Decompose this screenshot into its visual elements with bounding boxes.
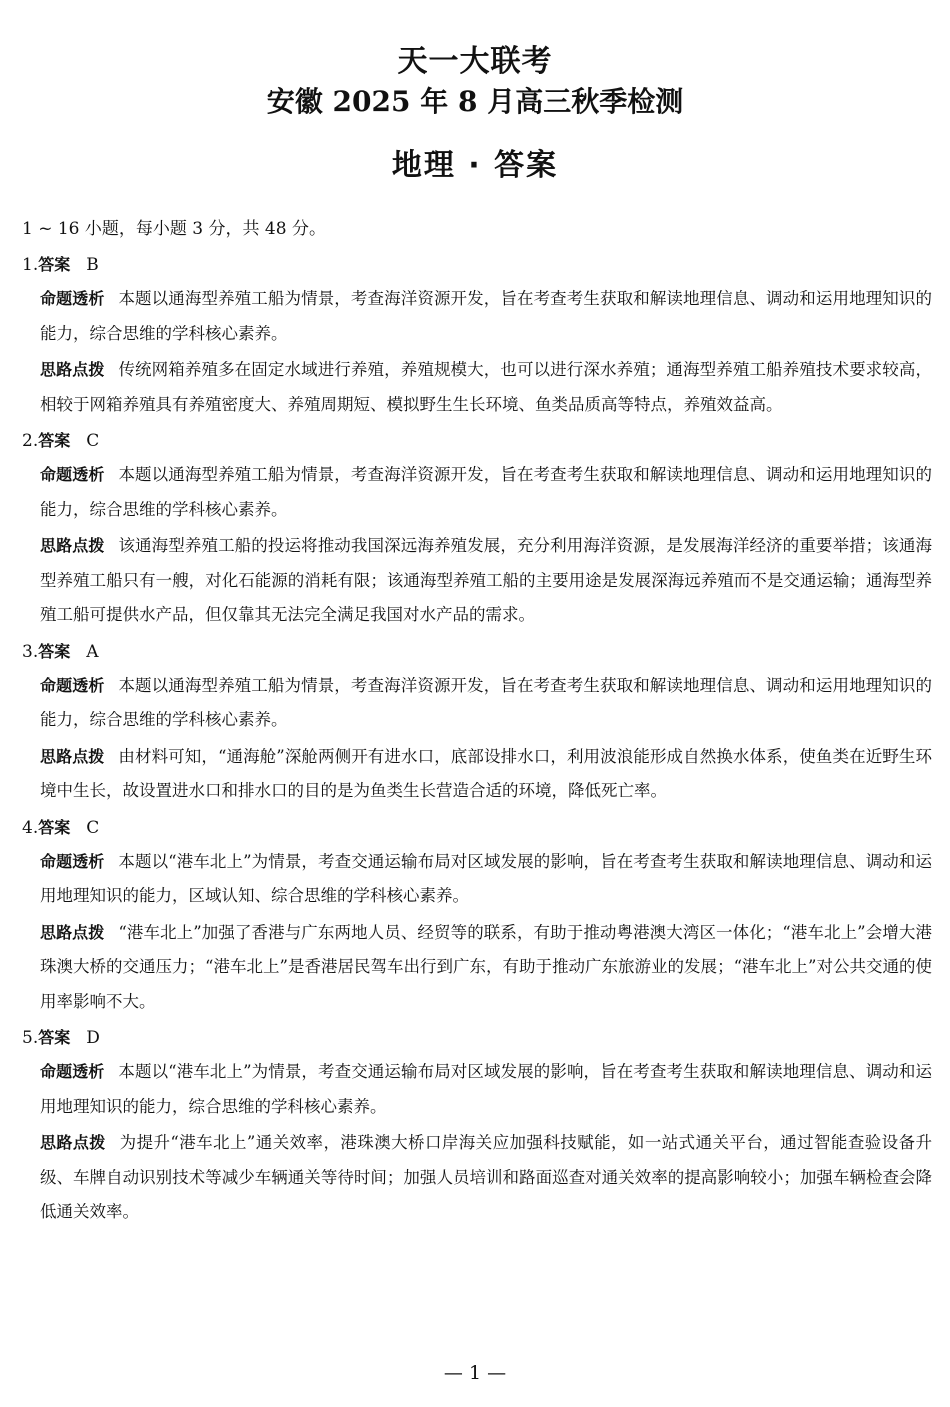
answer-label: 答案 [38, 1028, 71, 1047]
analysis-label: 命题透析 [40, 675, 105, 695]
answer-label: 答案 [38, 255, 71, 274]
hint-text: 传统网箱养殖多在固定水域进行养殖，养殖规模大，也可以进行深水养殖；通海型养殖工船养殖技术要求较高，相较于网箱养殖具有养殖密度大、养殖周期短、模拟野生生长环境、鱼类品质高等特点，养殖效益高。 [40, 360, 932, 414]
analysis-text: 本题以通海型养殖工船为情景，考查海洋资源开发，旨在考查考生获取和解读地理信息、调动和运用地理知识的能力，综合思维的学科核心素养。 [40, 465, 932, 519]
hint-text: “港车北上”加强了香港与广东两地人员、经贸等的联系，有助于推动粤港澳大湾区一体化；“港车北上”会增大港珠澳大桥的交通压力；“港车北上”是香港居民驾车出行到广东，有助于推动广东旅游业的发展；“港车北上”对公共交通的使用率影响不大。 [40, 922, 932, 1011]
question-number: 2. [22, 431, 39, 451]
hint-paragraph [22, 740, 932, 809]
hint-paragraph [22, 916, 932, 1020]
analysis-text: 本题以通海型养殖工船为情景，考查海洋资源开发，旨在考查考生获取和解读地理信息、调动和运用地理知识的能力，综合思维的学科核心素养。 [40, 289, 932, 343]
analysis-text: 本题以通海型养殖工船为情景，考查海洋资源开发，旨在考查考生获取和解读地理信息、调动和运用地理知识的能力，综合思维的学科核心素养。 [40, 675, 932, 729]
analysis-text: 本题以“港车北上”为情景，考查交通运输布局对区域发展的影响，旨在考查考生获取和解读地理信息、调动和运用地理知识的能力，综合思维的学科核心素养。 [40, 1062, 932, 1116]
hint-text: 为提升“港车北上”通关效率，港珠澳大桥口岸海关应加强科技赋能，如一站式通关平台，通过智能查验设备升级、车牌自动识别技术等减少车辆通关等待时间；加强人员培训和路面巡查对通关效率的提高影响较小；加强车辆检查会降低通关效率。 [40, 1133, 932, 1221]
answer-value: C [86, 817, 100, 838]
hint-label: 思路点拨 [40, 360, 105, 379]
hint-paragraph [22, 353, 932, 422]
hint-paragraph [22, 529, 932, 633]
answer-label: 答案 [38, 431, 71, 450]
question-block-5 [22, 1021, 932, 1230]
analysis-paragraph [22, 458, 932, 527]
page-number: — 1 — [443, 1362, 507, 1384]
question-number: 4. [22, 817, 39, 838]
analysis-label: 命题透析 [40, 465, 105, 484]
question-block-2 [22, 424, 932, 633]
subject-answer-title: 地理 · 答案 [391, 148, 559, 183]
answer-label: 答案 [38, 641, 71, 661]
hint-label: 思路点拨 [40, 922, 105, 942]
hint-text: 由材料可知，“通海舱”深舱两侧开有进水口，底部设排水口，利用波浪能形成自然换水体系，使鱼类在近野生环境中生长，故设置进水口和排水口的目的是为鱼类生长营造合适的环境，降低死亡率。 [40, 746, 932, 800]
answer-value: B [86, 255, 99, 275]
question-block-4 [22, 811, 932, 1020]
question-number: 3. [22, 641, 39, 662]
hint-label: 思路点拨 [40, 1133, 106, 1152]
hint-text: 该通海型养殖工船的投运将推动我国深远海养殖发展，充分利用海洋资源，是发展海洋经济的重要举措；该通海型养殖工船只有一艘，对化石能源的消耗有限；该通海型养殖工船的主要用途是发展深海远养殖而不是交通运输；通海型养殖工船可提供水产品，但仅靠其无法完全满足我国对水产品的需求。 [40, 536, 932, 624]
analysis-paragraph [22, 282, 932, 351]
answer-line [22, 424, 932, 458]
analysis-paragraph [22, 669, 932, 738]
answer-list [22, 248, 932, 1232]
answer-line [22, 248, 932, 282]
analysis-paragraph [22, 1055, 932, 1124]
analysis-label: 命题透析 [40, 1062, 105, 1081]
analysis-text: 本题以“港车北上”为情景，考查交通运输布局对区域发展的影响，旨在考查考生获取和解读地理信息、调动和运用地理知识的能力，区域认知、综合思维的学科核心素养。 [40, 851, 932, 905]
answer-value: D [86, 1028, 100, 1048]
question-number: 5. [22, 1028, 39, 1048]
question-block-1 [22, 248, 932, 422]
scoring-instructions: 1 ~ 16 小题，每小题 3 分，共 48 分。 [22, 219, 326, 239]
answer-line [22, 635, 932, 669]
hint-paragraph [22, 1126, 932, 1230]
exam-organizer-title: 天一大联考 [397, 44, 553, 79]
answer-value: C [86, 431, 100, 451]
analysis-label: 命题透析 [40, 289, 105, 308]
hint-label: 思路点拨 [40, 746, 105, 766]
answer-value: A [86, 641, 99, 662]
exam-name-title: 安徽 2025 年 8 月高三秋季检测 [266, 85, 684, 118]
question-block-3 [22, 635, 932, 809]
question-number: 1. [22, 255, 39, 275]
answer-line [22, 1021, 932, 1055]
answer-label: 答案 [38, 817, 71, 837]
hint-label: 思路点拨 [40, 536, 105, 555]
analysis-paragraph [22, 845, 932, 914]
analysis-label: 命题透析 [40, 851, 105, 871]
answer-line [22, 811, 932, 845]
